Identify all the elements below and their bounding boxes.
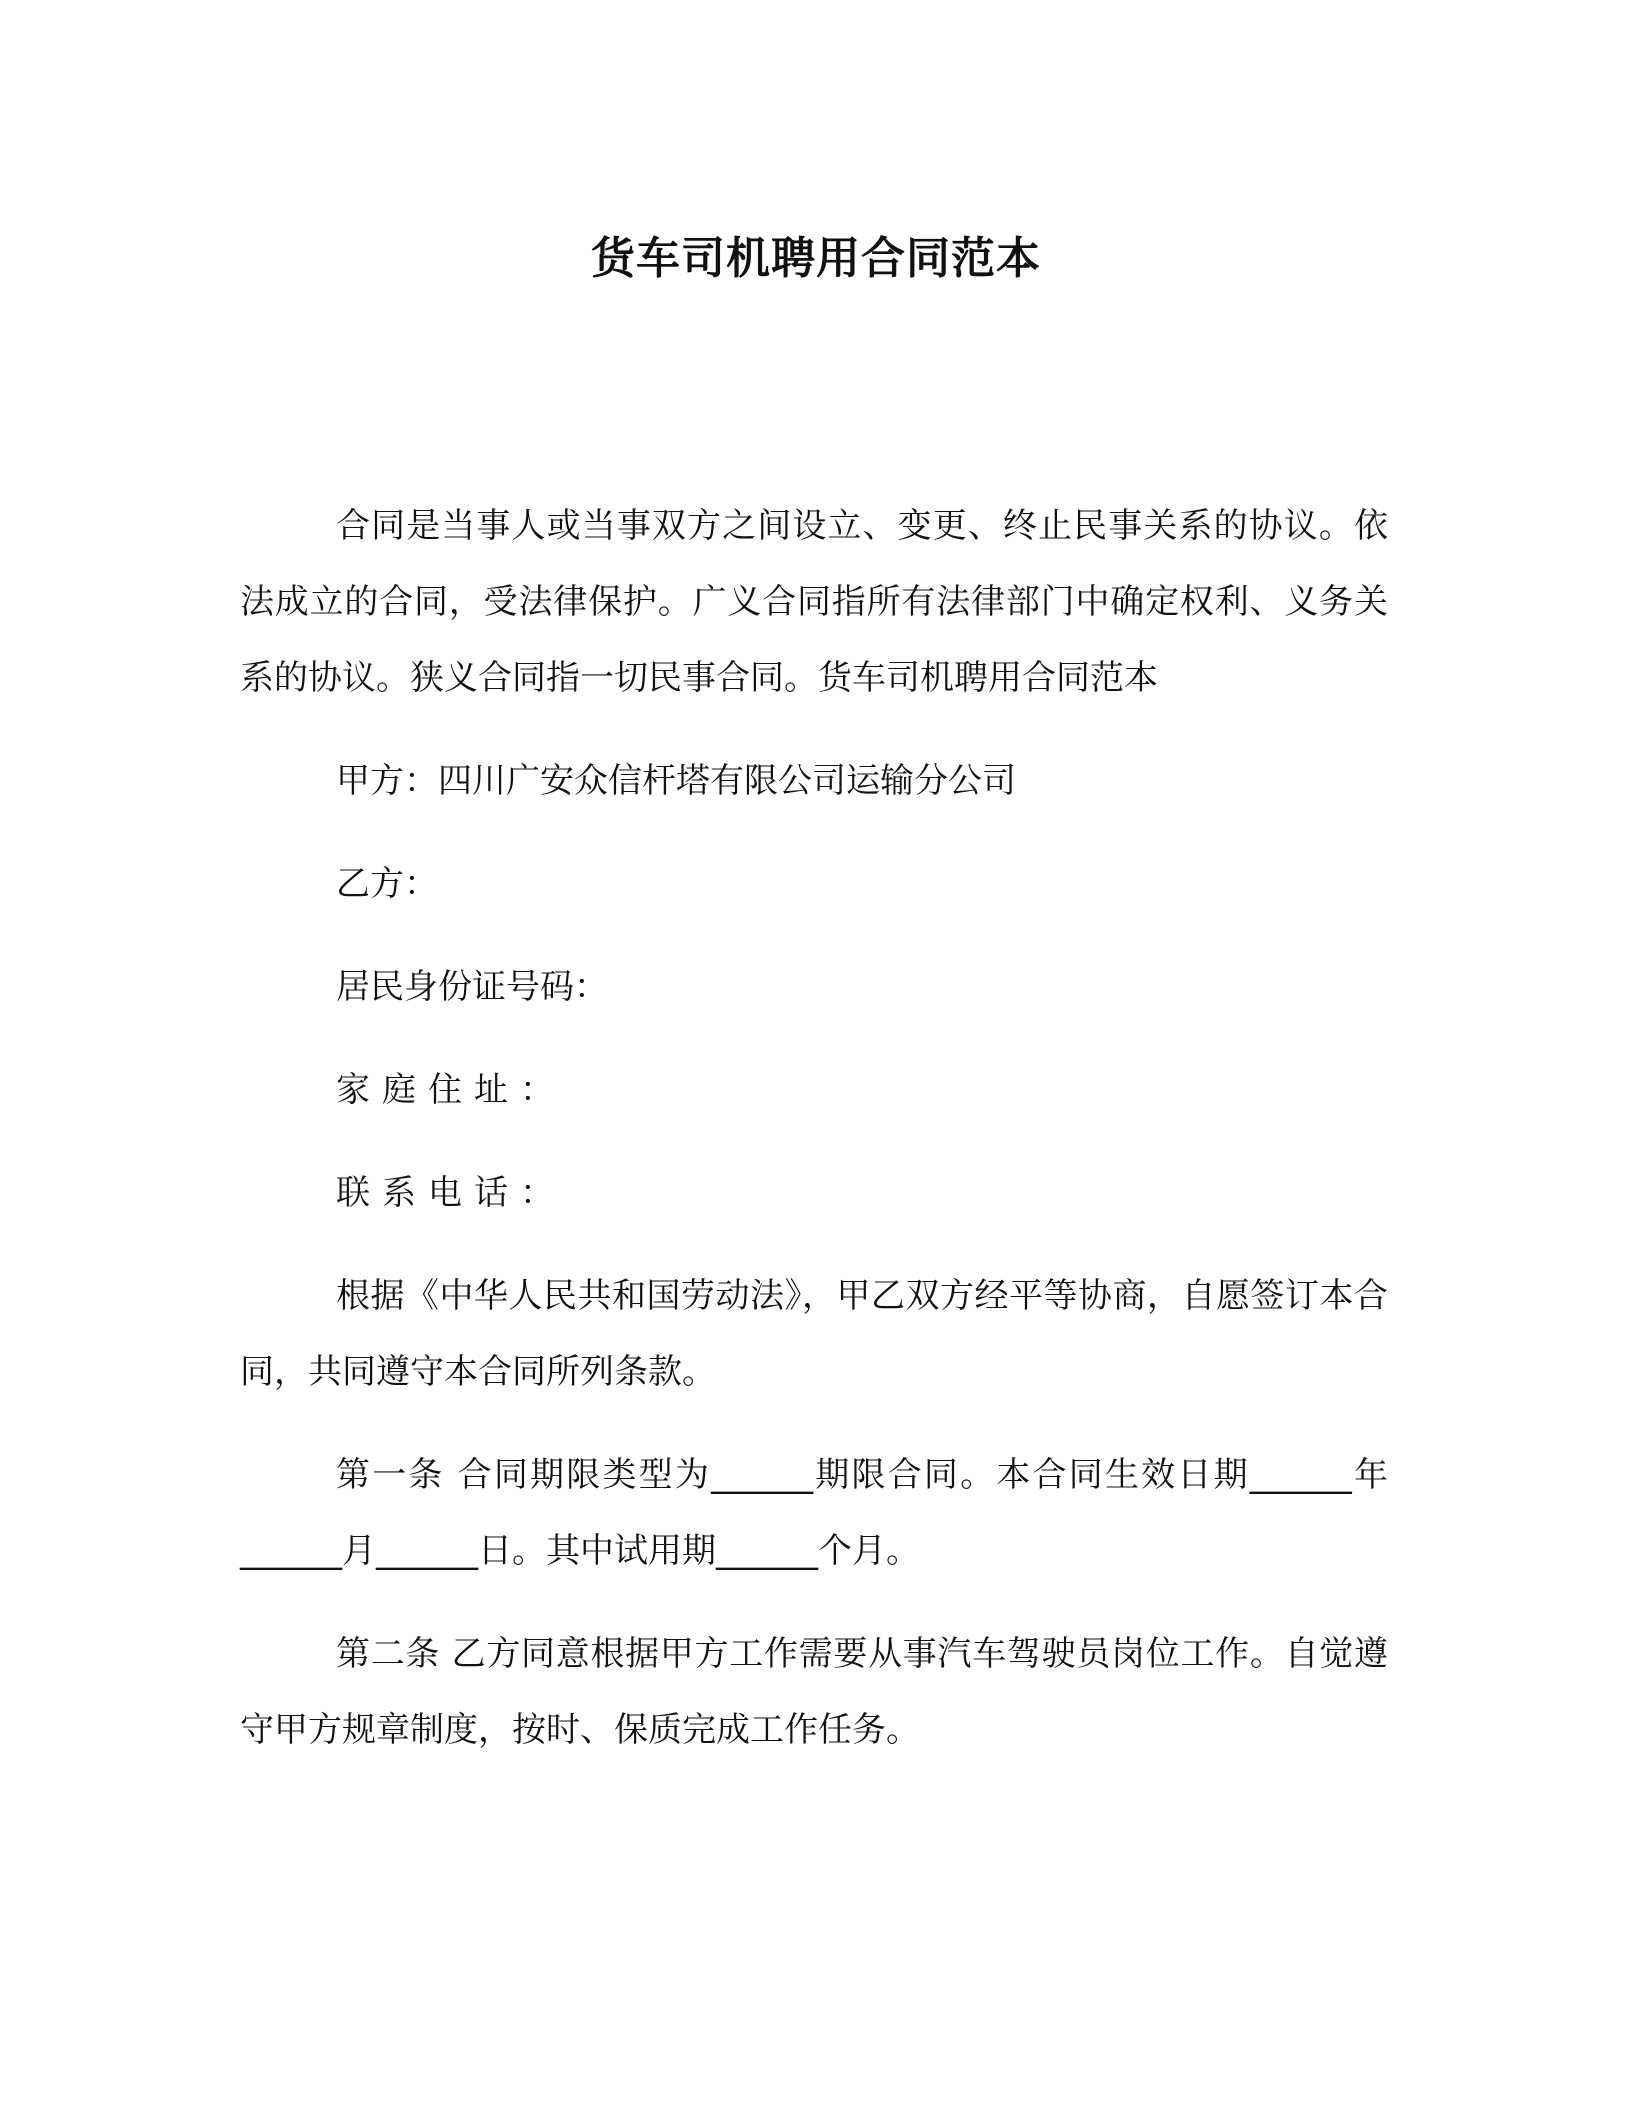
document-body bbox=[240, 488, 1388, 1795]
basis-paragraph: 根据《中华人民共和国劳动法》，甲乙双方经平等协商，自愿签订本合同，共同遵守本合同所列条款。 bbox=[240, 1276, 1388, 1392]
intro-paragraph: 合同是当事人或当事双方之间设立、变更、终止民事关系的协议。依法成立的合同，受法律保护。广义合同指所有法律部门中确定权利、义务关系的协议。狭义合同指一切民事合同。货车司机聘用合同范本 bbox=[240, 506, 1388, 698]
article-2: 第二条 乙方同意根据甲方工作需要从事汽车驾驶员岗位工作。自觉遵守甲方规章制度，按时、保质完成工作任务。 bbox=[240, 1634, 1388, 1750]
document-title: 货车司机聘用合同范本 bbox=[591, 233, 1041, 284]
party-a-line: 甲方：四川广安众信杆塔有限公司运输分公司 bbox=[336, 761, 1016, 801]
home-address-line: 家庭住址： bbox=[336, 1070, 566, 1110]
id-number-line: 居民身份证号码： bbox=[336, 967, 608, 1007]
party-b-line: 乙方： bbox=[336, 864, 438, 904]
phone-line: 联系电话： bbox=[336, 1173, 566, 1213]
article-1: 第一条 合同期限类型为______期限合同。本合同生效日期______年______月______日。其中试用期______个月。 bbox=[240, 1455, 1388, 1571]
